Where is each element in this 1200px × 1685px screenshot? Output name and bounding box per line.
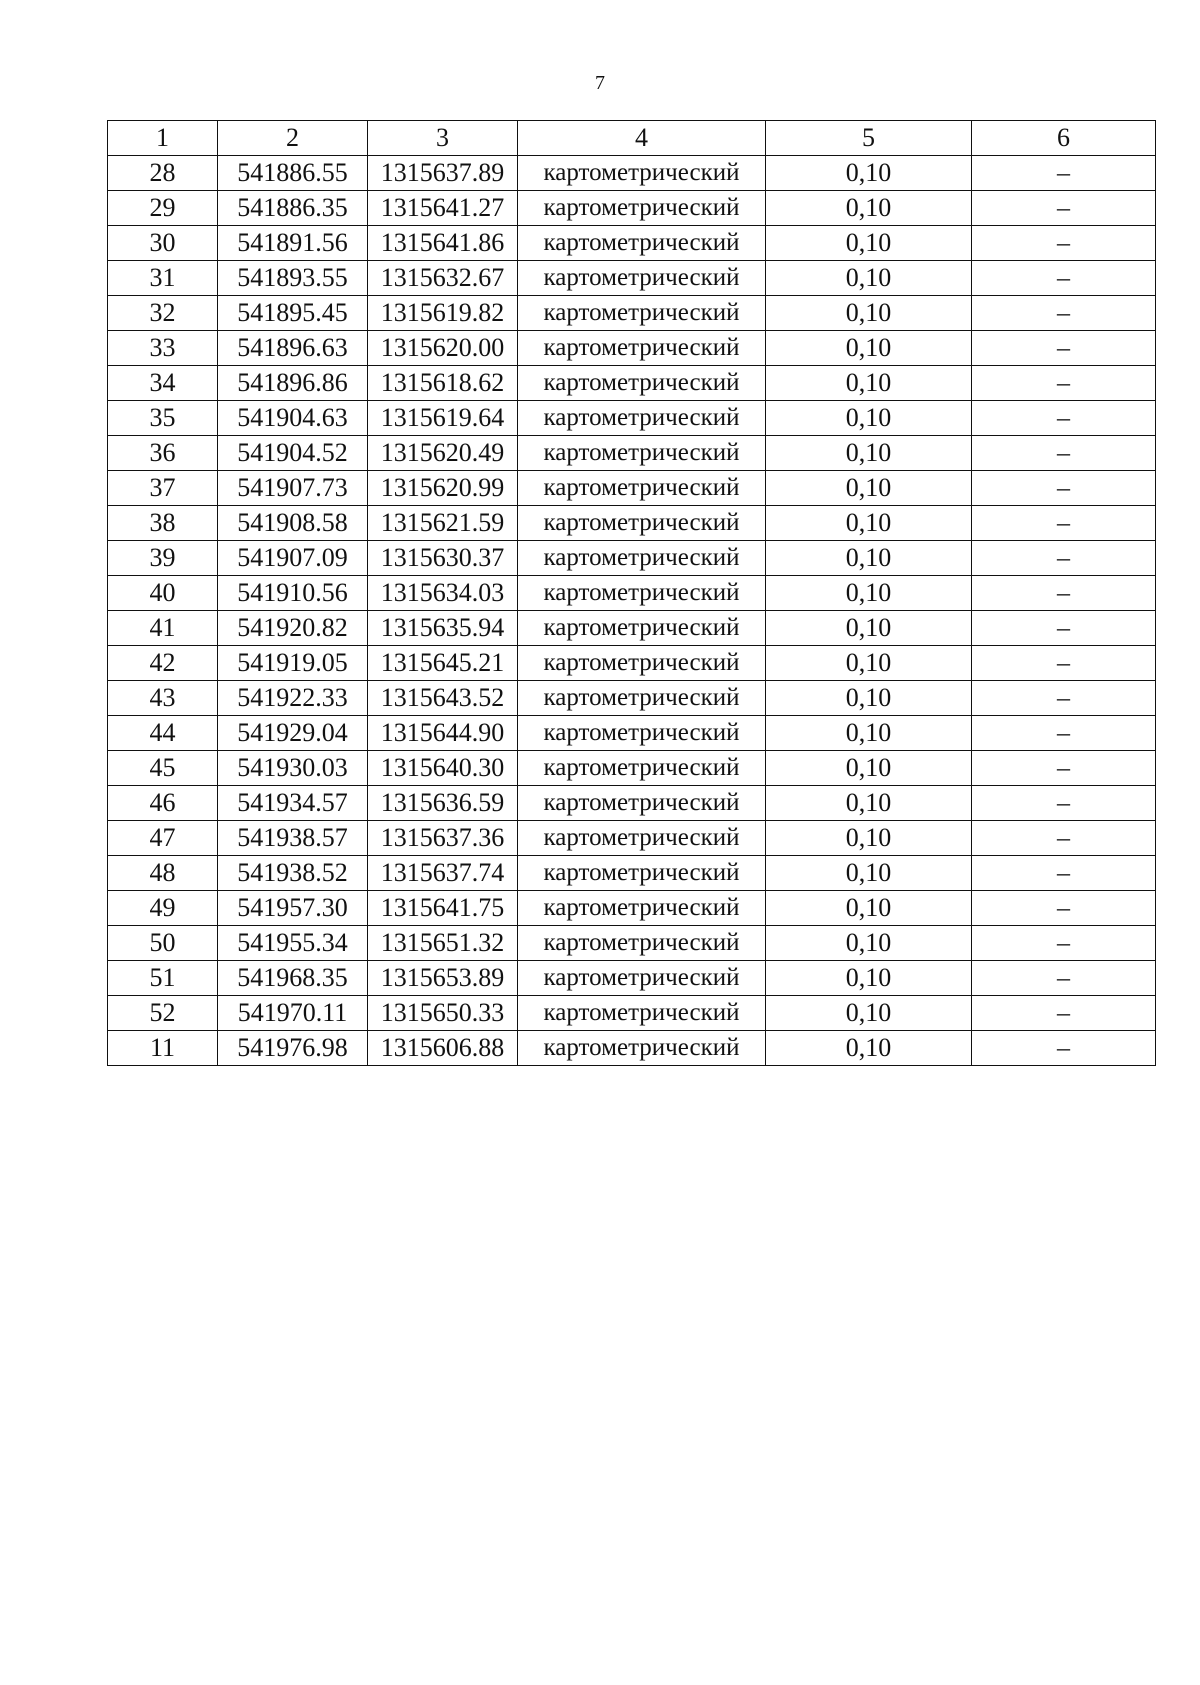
x-coordinate-cell: 541907.73 [218,471,368,506]
x-coordinate-cell: 541904.52 [218,436,368,471]
y-coordinate-cell: 1315620.99 [368,471,518,506]
table-row [108,191,1156,226]
accuracy-cell: 0,10 [766,856,972,891]
table-row [108,576,1156,611]
method-cell: картометрический [518,926,766,961]
y-coordinate-cell: 1315650.33 [368,996,518,1031]
y-coordinate-cell: 1315641.86 [368,226,518,261]
x-coordinate-cell: 541910.56 [218,576,368,611]
description-cell: – [972,961,1156,996]
point-number-cell: 46 [108,786,218,821]
table-row [108,296,1156,331]
x-coordinate-cell: 541893.55 [218,261,368,296]
coordinates-table [107,120,1156,1066]
table-row [108,751,1156,786]
x-coordinate-cell: 541929.04 [218,716,368,751]
y-coordinate-cell: 1315637.89 [368,156,518,191]
method-cell: картометрический [518,331,766,366]
x-coordinate-cell: 541891.56 [218,226,368,261]
method-cell: картометрический [518,191,766,226]
method-cell: картометрический [518,296,766,331]
point-number-cell: 41 [108,611,218,646]
table-body [108,156,1156,1066]
table-row [108,856,1156,891]
column-header: 4 [518,121,766,156]
accuracy-cell: 0,10 [766,541,972,576]
y-coordinate-cell: 1315606.88 [368,1031,518,1066]
x-coordinate-cell: 541896.63 [218,331,368,366]
x-coordinate-cell: 541886.35 [218,191,368,226]
description-cell: – [972,1031,1156,1066]
point-number-cell: 38 [108,506,218,541]
y-coordinate-cell: 1315651.32 [368,926,518,961]
description-cell: – [972,296,1156,331]
table-row [108,611,1156,646]
table-row [108,961,1156,996]
method-cell: картометрический [518,891,766,926]
accuracy-cell: 0,10 [766,436,972,471]
method-cell: картометрический [518,156,766,191]
column-header: 1 [108,121,218,156]
table-row [108,646,1156,681]
accuracy-cell: 0,10 [766,716,972,751]
point-number-cell: 31 [108,261,218,296]
accuracy-cell: 0,10 [766,681,972,716]
point-number-cell: 50 [108,926,218,961]
accuracy-cell: 0,10 [766,366,972,401]
table-row [108,401,1156,436]
x-coordinate-cell: 541955.34 [218,926,368,961]
point-number-cell: 37 [108,471,218,506]
accuracy-cell: 0,10 [766,611,972,646]
x-coordinate-cell: 541886.55 [218,156,368,191]
column-header: 2 [218,121,368,156]
y-coordinate-cell: 1315653.89 [368,961,518,996]
description-cell: – [972,366,1156,401]
x-coordinate-cell: 541908.58 [218,506,368,541]
y-coordinate-cell: 1315636.59 [368,786,518,821]
method-cell: картометрический [518,436,766,471]
description-cell: – [972,436,1156,471]
accuracy-cell: 0,10 [766,961,972,996]
description-cell: – [972,401,1156,436]
accuracy-cell: 0,10 [766,926,972,961]
point-number-cell: 36 [108,436,218,471]
description-cell: – [972,786,1156,821]
method-cell: картометрический [518,611,766,646]
method-cell: картометрический [518,716,766,751]
description-cell: – [972,926,1156,961]
description-cell: – [972,261,1156,296]
column-header: 5 [766,121,972,156]
point-number-cell: 49 [108,891,218,926]
accuracy-cell: 0,10 [766,646,972,681]
description-cell: – [972,681,1156,716]
x-coordinate-cell: 541976.98 [218,1031,368,1066]
method-cell: картометрический [518,961,766,996]
description-cell: – [972,856,1156,891]
accuracy-cell: 0,10 [766,331,972,366]
method-cell: картометрический [518,821,766,856]
table-row [108,436,1156,471]
table-row [108,821,1156,856]
y-coordinate-cell: 1315643.52 [368,681,518,716]
point-number-cell: 35 [108,401,218,436]
point-number-cell: 34 [108,366,218,401]
point-number-cell: 30 [108,226,218,261]
accuracy-cell: 0,10 [766,1031,972,1066]
method-cell: картометрический [518,471,766,506]
y-coordinate-cell: 1315618.62 [368,366,518,401]
table-header-row [108,121,1156,156]
x-coordinate-cell: 541896.86 [218,366,368,401]
description-cell: – [972,156,1156,191]
point-number-cell: 32 [108,296,218,331]
method-cell: картометрический [518,401,766,436]
y-coordinate-cell: 1315635.94 [368,611,518,646]
method-cell: картометрический [518,856,766,891]
method-cell: картометрический [518,786,766,821]
description-cell: – [972,506,1156,541]
method-cell: картометрический [518,576,766,611]
table-row [108,1031,1156,1066]
description-cell: – [972,226,1156,261]
description-cell: – [972,541,1156,576]
x-coordinate-cell: 541970.11 [218,996,368,1031]
accuracy-cell: 0,10 [766,891,972,926]
x-coordinate-cell: 541968.35 [218,961,368,996]
accuracy-cell: 0,10 [766,576,972,611]
x-coordinate-cell: 541938.57 [218,821,368,856]
x-coordinate-cell: 541922.33 [218,681,368,716]
accuracy-cell: 0,10 [766,296,972,331]
description-cell: – [972,611,1156,646]
point-number-cell: 51 [108,961,218,996]
method-cell: картометрический [518,506,766,541]
y-coordinate-cell: 1315645.21 [368,646,518,681]
point-number-cell: 43 [108,681,218,716]
description-cell: – [972,996,1156,1031]
accuracy-cell: 0,10 [766,821,972,856]
point-number-cell: 45 [108,751,218,786]
point-number-cell: 40 [108,576,218,611]
description-cell: – [972,576,1156,611]
point-number-cell: 48 [108,856,218,891]
method-cell: картометрический [518,226,766,261]
method-cell: картометрический [518,541,766,576]
point-number-cell: 11 [108,1031,218,1066]
table-row [108,541,1156,576]
table-row [108,156,1156,191]
description-cell: – [972,821,1156,856]
y-coordinate-cell: 1315632.67 [368,261,518,296]
point-number-cell: 52 [108,996,218,1031]
accuracy-cell: 0,10 [766,786,972,821]
point-number-cell: 44 [108,716,218,751]
y-coordinate-cell: 1315621.59 [368,506,518,541]
table-row [108,471,1156,506]
table-row [108,716,1156,751]
description-cell: – [972,891,1156,926]
y-coordinate-cell: 1315640.30 [368,751,518,786]
x-coordinate-cell: 541934.57 [218,786,368,821]
method-cell: картометрический [518,1031,766,1066]
y-coordinate-cell: 1315620.49 [368,436,518,471]
table-row [108,226,1156,261]
description-cell: – [972,751,1156,786]
column-header: 6 [972,121,1156,156]
table-row [108,996,1156,1031]
x-coordinate-cell: 541957.30 [218,891,368,926]
table-row [108,681,1156,716]
point-number-cell: 28 [108,156,218,191]
point-number-cell: 29 [108,191,218,226]
x-coordinate-cell: 541907.09 [218,541,368,576]
x-coordinate-cell: 541904.63 [218,401,368,436]
accuracy-cell: 0,10 [766,471,972,506]
accuracy-cell: 0,10 [766,506,972,541]
table-row [108,926,1156,961]
table-row [108,366,1156,401]
y-coordinate-cell: 1315641.75 [368,891,518,926]
method-cell: картометрический [518,366,766,401]
column-header: 3 [368,121,518,156]
table-row [108,891,1156,926]
y-coordinate-cell: 1315619.64 [368,401,518,436]
table-row [108,506,1156,541]
y-coordinate-cell: 1315637.36 [368,821,518,856]
table-row [108,331,1156,366]
accuracy-cell: 0,10 [766,261,972,296]
x-coordinate-cell: 541919.05 [218,646,368,681]
page-number: 7 [595,72,605,94]
accuracy-cell: 0,10 [766,996,972,1031]
description-cell: – [972,716,1156,751]
x-coordinate-cell: 541920.82 [218,611,368,646]
point-number-cell: 42 [108,646,218,681]
description-cell: – [972,191,1156,226]
y-coordinate-cell: 1315634.03 [368,576,518,611]
description-cell: – [972,331,1156,366]
method-cell: картометрический [518,681,766,716]
x-coordinate-cell: 541930.03 [218,751,368,786]
y-coordinate-cell: 1315637.74 [368,856,518,891]
point-number-cell: 33 [108,331,218,366]
accuracy-cell: 0,10 [766,191,972,226]
y-coordinate-cell: 1315620.00 [368,331,518,366]
table-row [108,261,1156,296]
accuracy-cell: 0,10 [766,401,972,436]
y-coordinate-cell: 1315641.27 [368,191,518,226]
method-cell: картометрический [518,646,766,681]
description-cell: – [972,471,1156,506]
y-coordinate-cell: 1315630.37 [368,541,518,576]
x-coordinate-cell: 541895.45 [218,296,368,331]
accuracy-cell: 0,10 [766,156,972,191]
method-cell: картометрический [518,751,766,786]
accuracy-cell: 0,10 [766,226,972,261]
accuracy-cell: 0,10 [766,751,972,786]
method-cell: картометрический [518,261,766,296]
x-coordinate-cell: 541938.52 [218,856,368,891]
point-number-cell: 47 [108,821,218,856]
method-cell: картометрический [518,996,766,1031]
y-coordinate-cell: 1315619.82 [368,296,518,331]
table-row [108,786,1156,821]
point-number-cell: 39 [108,541,218,576]
y-coordinate-cell: 1315644.90 [368,716,518,751]
description-cell: – [972,646,1156,681]
